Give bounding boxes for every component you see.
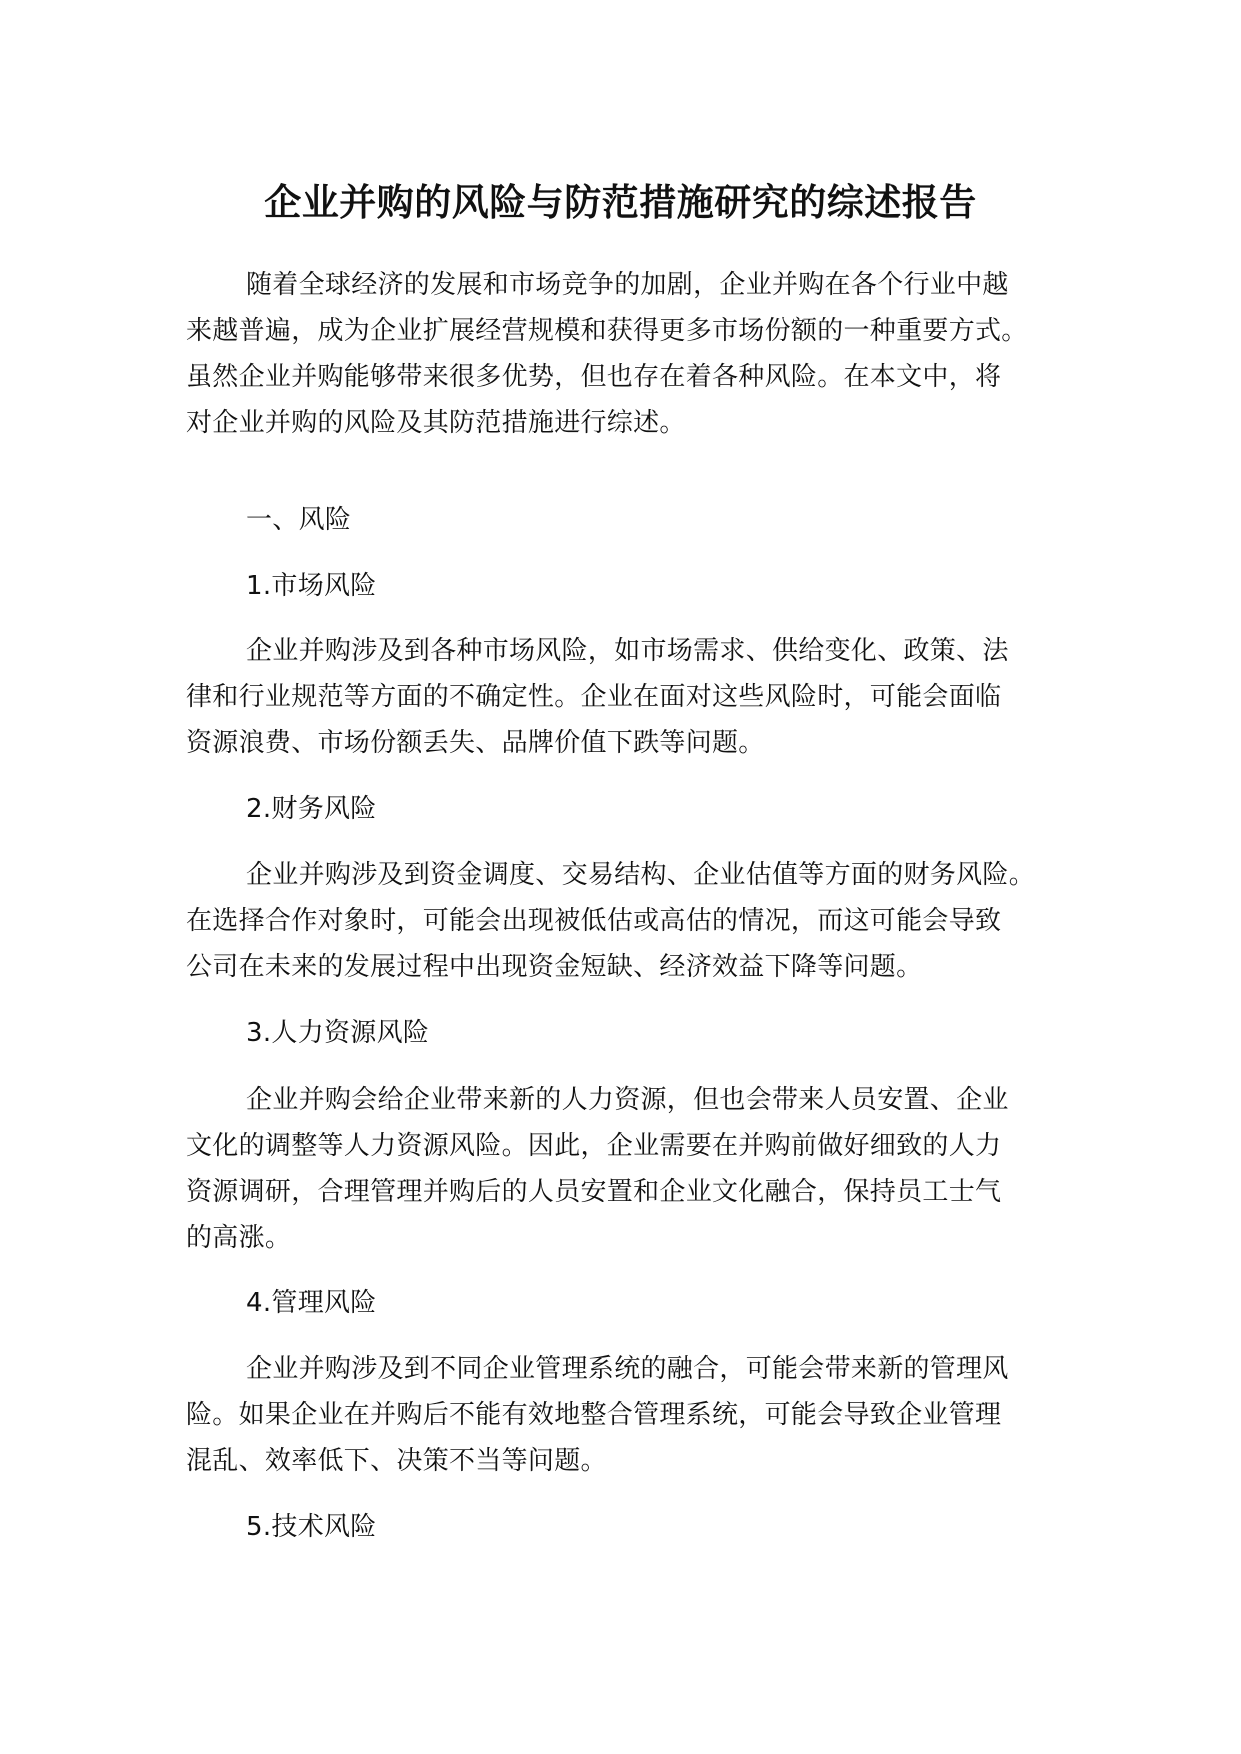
- paragraph-line: 险。如果企业在并购后不能有效地整合管理系统，可能会导致企业管理: [186, 1400, 1002, 1430]
- subheading-text: 1.市场风险: [246, 571, 377, 601]
- subheading-text: 3.人力资源风险: [246, 1018, 430, 1048]
- intro-paragraph: [186, 262, 1056, 446]
- paragraph-line: 随着全球经济的发展和市场竞争的加剧，企业并购在各个行业中越: [246, 270, 1009, 300]
- paragraph-line: 虽然企业并购能够带来很多优势，但也存在着各种风险。在本文中，将: [186, 362, 1002, 392]
- paragraph-line: 资源浪费、市场份额丢失、品牌价值下跌等问题。: [186, 728, 765, 758]
- section-heading-text: 一、风险: [246, 505, 352, 535]
- subheading-text: 4.管理风险: [246, 1288, 377, 1318]
- risk-2-paragraph: [186, 852, 1056, 990]
- risk-3-heading: [186, 1010, 1056, 1056]
- paragraph-line: 来越普遍，成为企业扩展经营规模和获得更多市场份额的一种重要方式。: [186, 316, 1028, 346]
- paragraph-line: 企业并购涉及到资金调度、交易结构、企业估值等方面的财务风险。: [246, 860, 1036, 890]
- paragraph-line: 在选择合作对象时，可能会出现被低估或高估的情况，而这可能会导致: [186, 906, 1002, 936]
- paragraph-line: 律和行业规范等方面的不确定性。企业在面对这些风险时，可能会面临: [186, 682, 1002, 712]
- paragraph-line: 文化的调整等人力资源风险。因此，企业需要在并购前做好细致的人力: [186, 1131, 1002, 1161]
- paragraph-line: 资源调研，合理管理并购后的人员安置和企业文化融合，保持员工士气: [186, 1177, 1002, 1207]
- subheading-text: 2.财务风险: [246, 794, 377, 824]
- paragraph-line: 混乱、效率低下、决策不当等问题。: [186, 1446, 607, 1476]
- paragraph-line: 公司在未来的发展过程中出现资金短缺、经济效益下降等问题。: [186, 952, 923, 982]
- risk-3-paragraph: [186, 1077, 1056, 1261]
- paragraph-line: 企业并购会给企业带来新的人力资源，但也会带来人员安置、企业: [246, 1085, 1009, 1115]
- paragraph-line: 的高涨。: [186, 1223, 292, 1253]
- subheading-text: 5.技术风险: [246, 1512, 377, 1542]
- section-heading: [186, 497, 1056, 543]
- risk-1-paragraph: [186, 628, 1056, 766]
- paragraph-line: 对企业并购的风险及其防范措施进行综述。: [186, 408, 686, 438]
- risk-2-heading: [186, 786, 1056, 832]
- risk-5-heading: [186, 1504, 1056, 1550]
- paragraph-line: 企业并购涉及到不同企业管理系统的融合，可能会带来新的管理风: [246, 1354, 1009, 1384]
- risk-4-heading: [186, 1280, 1056, 1326]
- risk-4-paragraph: [186, 1346, 1056, 1484]
- risk-1-heading: [186, 563, 1056, 609]
- document-title: 企业并购的风险与防范措施研究的综述报告: [264, 181, 977, 224]
- paragraph-line: 企业并购涉及到各种市场风险，如市场需求、供给变化、政策、法: [246, 636, 1009, 666]
